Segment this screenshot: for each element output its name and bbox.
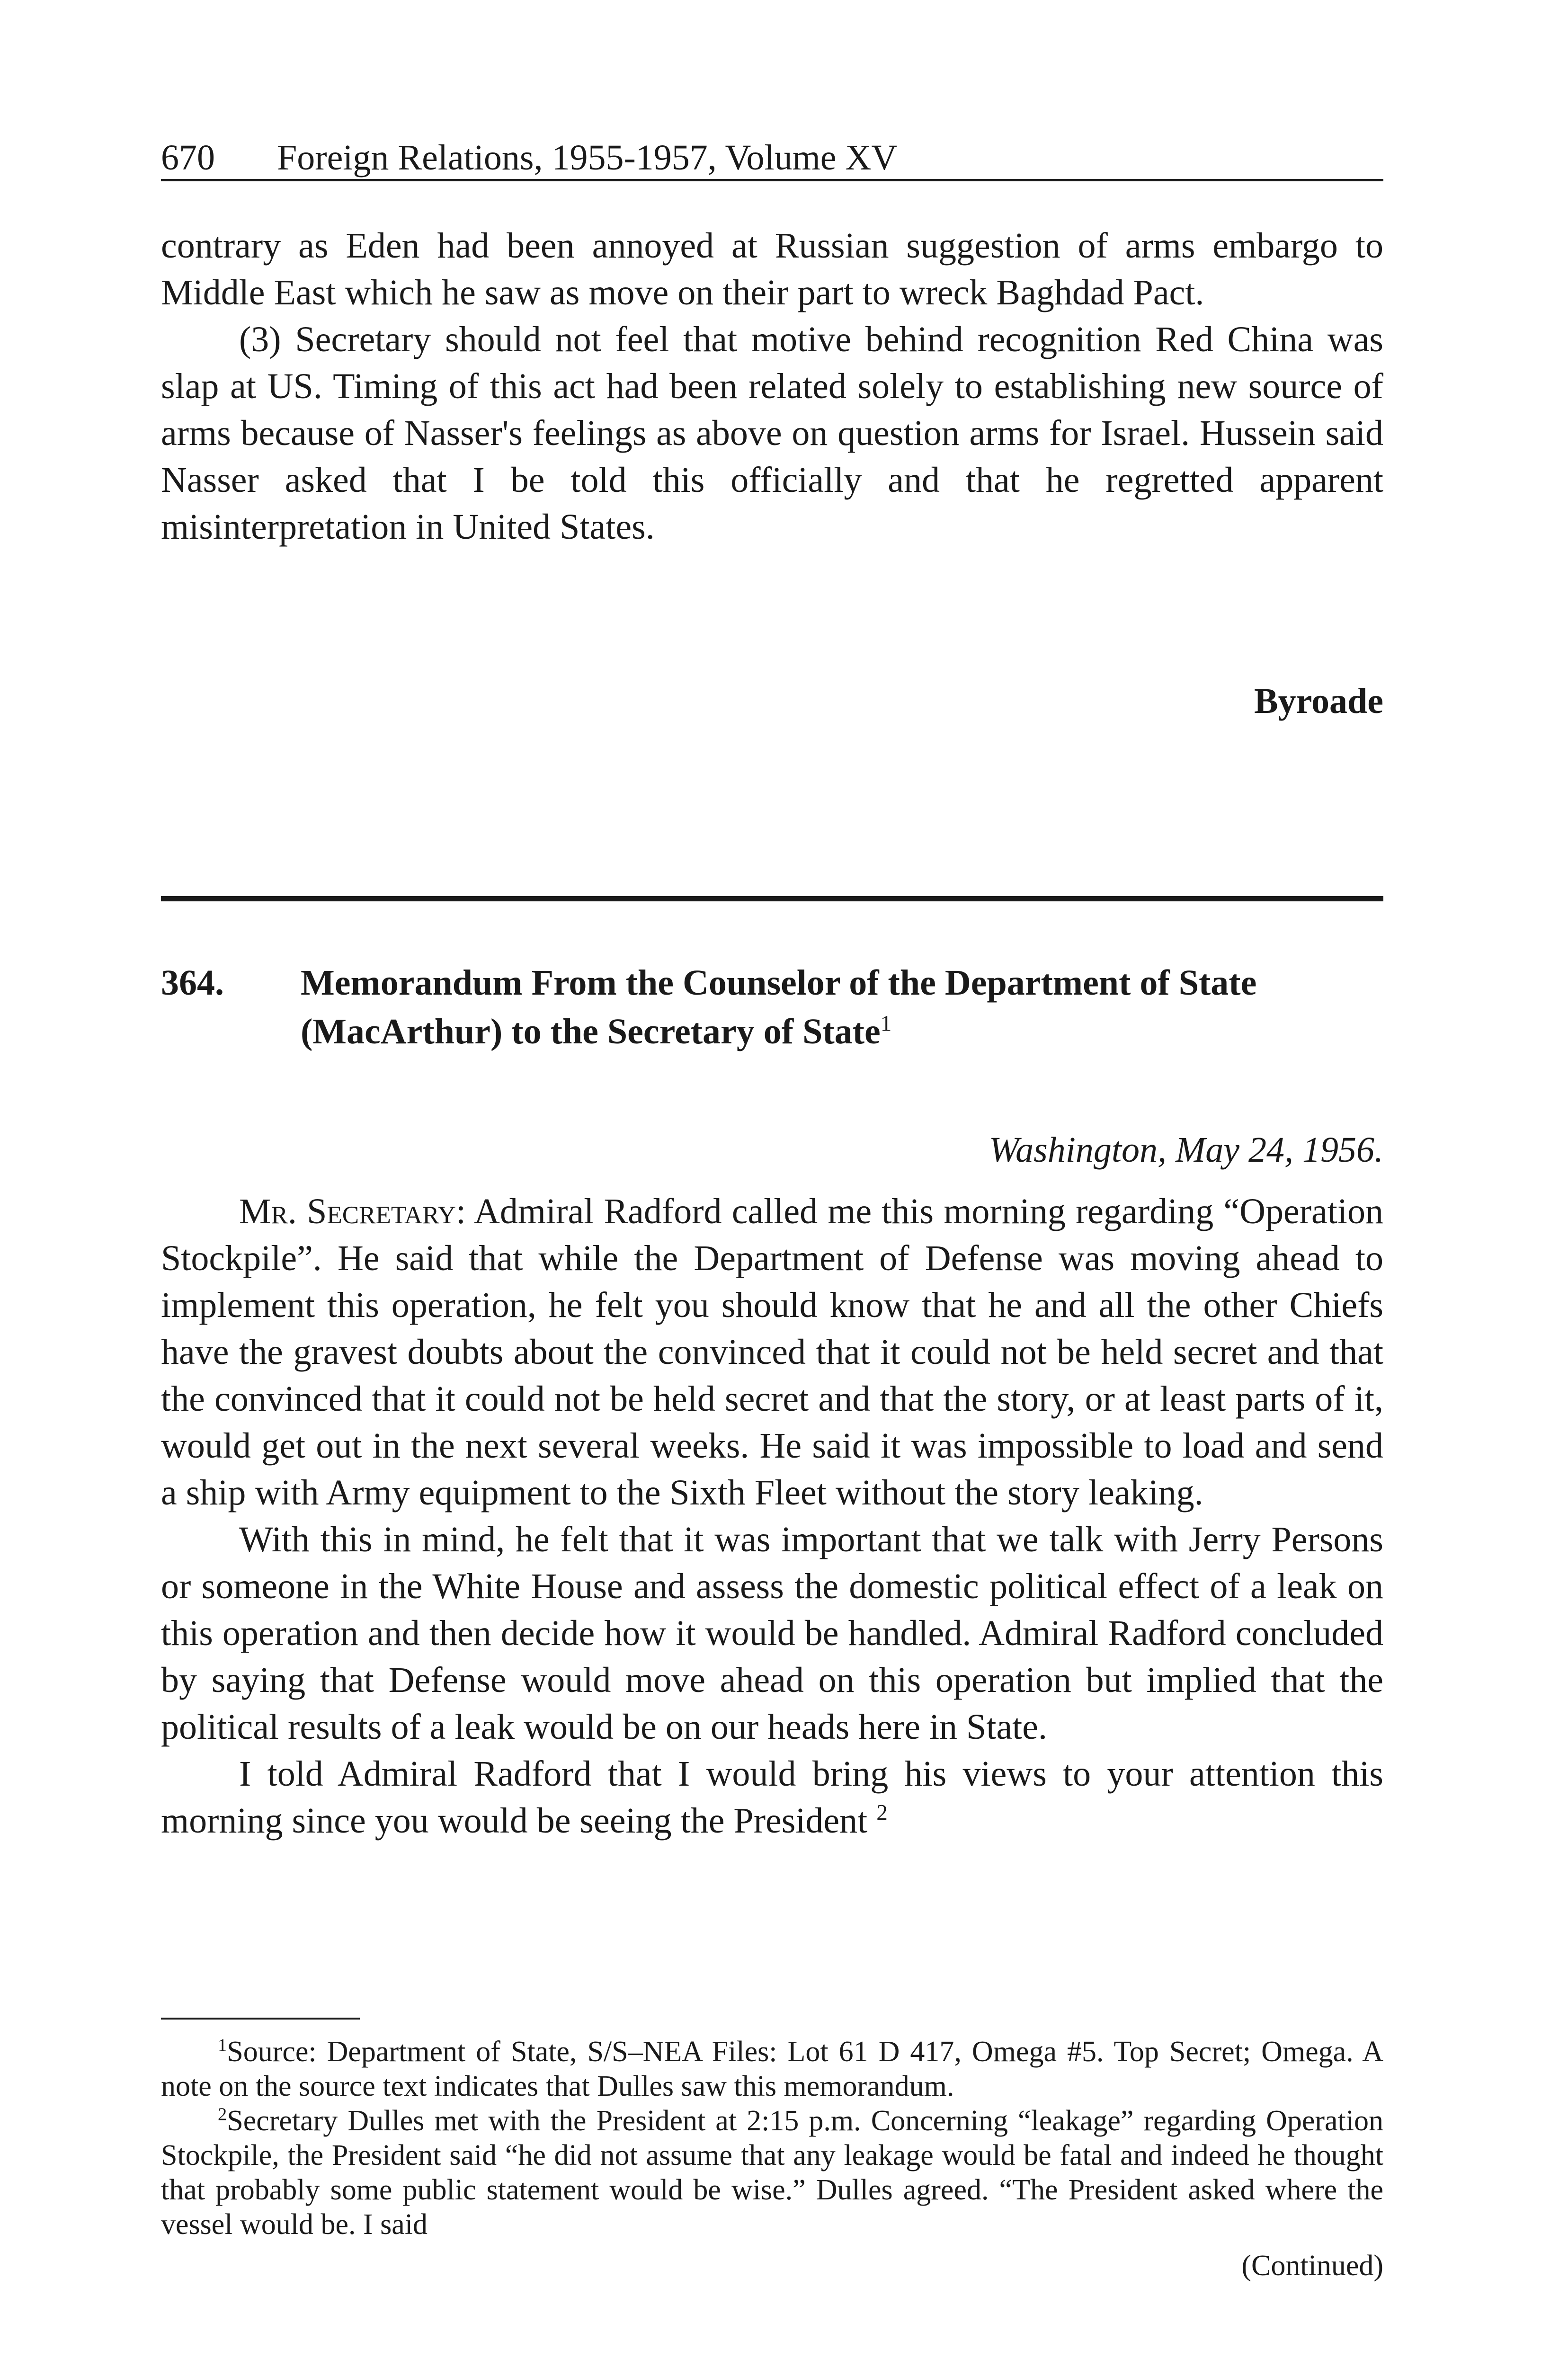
document-page xyxy=(161,0,1383,2367)
paragraph-3-footnote-mark: 2 xyxy=(876,1800,888,1825)
signature: Byroade xyxy=(1254,681,1383,721)
title-footnote-mark: 1 xyxy=(880,1011,892,1036)
memo-paragraph-3 xyxy=(161,1751,1383,1844)
memorandum-body xyxy=(161,1188,1383,1844)
document-separator-rule xyxy=(161,896,1383,901)
continuation-paragraph: contrary as Eden had been annoyed at Russian suggestion of arms embargo to Middle East which he saw as move on their part to wreck Baghdad Pact. xyxy=(161,226,1383,312)
footnote-2-mark: 2 xyxy=(218,2104,227,2125)
document-number: 364. xyxy=(161,963,224,1003)
document-title-text: Memorandum From the Counselor of the Department of State (MacArthur) to the Secretary of State xyxy=(301,963,1257,1051)
footnote-1-text: Source: Department of State, S/S–NEA Files: Lot 61 D 417, Omega #5. Top Secret; Omega. A note on the source text indicates that Dulles saw this memorandum. xyxy=(161,2036,1383,2102)
previous-document-continuation xyxy=(161,222,1383,551)
dateline: Washington, May 24, 1956. xyxy=(989,1130,1383,1170)
continued-label: (Continued) xyxy=(1241,2250,1383,2282)
running-title: Foreign Relations, 1955-1957, Volume XV xyxy=(277,138,898,178)
running-header xyxy=(161,136,1383,181)
footnote-2-text: Secretary Dulles met with the President at 2:15 p.m. Concerning “leakage” regarding Operation Stockpile, the President said “he did not assume that any leakage would be fatal and indeed he thought that probably some public statement would be wise.” Dulles agreed. “The President asked where the vessel would be. I said xyxy=(161,2105,1383,2241)
footnotes xyxy=(161,2035,1383,2242)
page-number: 670 xyxy=(161,138,215,178)
memo-paragraph-1 xyxy=(161,1188,1383,1516)
point-3-paragraph: (3) Secretary should not feel that motive behind recognition Red China was slap at US. Timing of this act had been related solely to establishing new source of arms because of Nasser's feelings as above on question arms for Israel. Hussein said Nasser asked that I be told this officially and that he regretted apparent misinterpretation in United States. xyxy=(161,320,1383,547)
footnote-1-mark: 1 xyxy=(218,2035,227,2056)
document-title xyxy=(301,959,1380,1056)
footnote-rule xyxy=(161,2018,360,2020)
footnote-1 xyxy=(161,2035,1383,2104)
footnote-2 xyxy=(161,2104,1383,2242)
memo-paragraph-1-text: Admiral Radford called me this morning regarding “Operation Stockpile”. He said that while the Department of Defense was moving ahead to implement this operation, he felt you should know that he and all the other Chiefs have the gravest doubts about the convinced that it could not be held secret and that the convinced that it could not be held secret and that the story, or at least parts of it, would get out in the next several weeks. He said it was impossible to load and send a ship with Army equipment to the Sixth Fleet without the story leaking. xyxy=(161,1192,1383,1513)
memo-paragraph-2: With this in mind, he felt that it was important that we talk with Jerry Persons or someone in the White House and assess the domestic political effect of a leak on this operation and then decide how it would be handled. Admiral Radford concluded by saying that Defense would move ahead on this operation but implied that the political results of a leak would be on our heads here in State. xyxy=(161,1520,1383,1747)
salutation: Mr. Secretary: xyxy=(239,1192,466,1231)
memo-paragraph-3-text: I told Admiral Radford that I would bring his views to your attention this morning since you would be seeing the President xyxy=(161,1754,1383,1841)
